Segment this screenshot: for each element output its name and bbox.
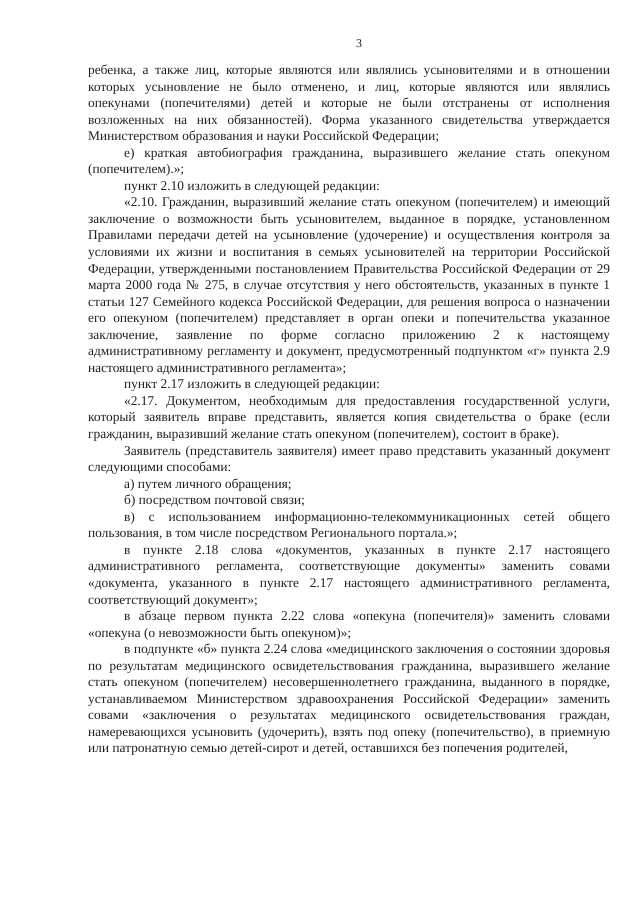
paragraph: в абзаце первом пункта 2.22 слова «опекуна (попечителя)» заменить словами «опекуна (о невозможности быть опекуном)»; <box>88 608 610 640</box>
paragraph: е) краткая автобиография гражданина, выразившего желание стать опекуном (попечителем).»; <box>88 144 610 177</box>
page-number: 3 <box>356 36 362 50</box>
paragraph: б) посредством почтовой связи; <box>124 492 305 508</box>
paragraph: в подпункте «б» пункта 2.24 слова «медицинского заключения о состоянии здоровья по результатам медицинского освидетельствования гражданина, выразившего желание стать опекуном (попечителем) несовершеннолетнего гражданина, выданного в порядке, устанавливаемом Министерством здравоохранения Российской Федерации» заменить совами «заключения о результатах медицинского освидетельствования граждан, намеревающихся усыновить (удочерить), взять под опеку (попечительство), в приемную или патронатную семью детей-сирот и детей, оставшихся без попечения родителей, <box>88 641 610 756</box>
paragraph: пункт 2.10 изложить в следующей редакции: <box>124 177 380 193</box>
paragraph: в) с использованием информационно-телекоммуникационных сетей общего пользования, в том числе посредством Регионального портала.»; <box>88 508 610 541</box>
paragraph: пункт 2.17 изложить в следующей редакции: <box>124 376 380 392</box>
paragraph: «2.17. Документом, необходимым для предоставления государственной услуги, который заявитель вправе представить, является копия свидетельства о браке (если гражданин, выразивший желание стать опекуном (попечителем), состоит в браке). <box>88 392 610 442</box>
paragraph: а) путем личного обращения; <box>124 475 292 491</box>
paragraph: «2.10. Гражданин, выразивший желание стать опекуном (попечителем) и имеющий заключение о возможности быть усыновителем, выданное в порядке, установленном Правилами передачи детей на усыновление (удочерение) и осуществления контроля за условиями их жизни и воспитания в семьях усыновителей на территории Российской Федерации, утвержденными постановлением Правительства Российской Федерации от 29 марта 2000 года № 275, в случае отсутствия у него обстоятельств, указанных в пункте 1 статьи 127 Семейного кодекса Российской Федерации, для решения вопроса о назначении его опекуном (попечителем) представляет в орган опеки и попечительства указанное заключение, заявление по форме согласно приложению 2 к настоящему административному регламенту и документ, предусмотренный подпунктом «г» пункта 2.9 настоящего административного регламента»; <box>88 194 610 375</box>
paragraph: в пункте 2.18 слова «документов, указанных в пункте 2.17 настоящего административного регламента, соответствующие документы» заменить совами «документа, указанного в пункте 2.17 настоящего административного регламента, соответствующий документ»; <box>88 541 610 607</box>
paragraph: Заявитель (представитель заявителя) имеет право представить указанный документ следующими способами: <box>88 442 610 475</box>
paragraph: ребенка, а также лиц, которые являются или являлись усыновителями и в отношении которых усыновление не было отменено, и лиц, которые являются или являлись опекунами (попечителями) детей и которые не были отстранены от исполнения возложенных на них обязанностей). Форма указанного свидетельства утверждается Министерством образования и науки Российской Федерации; <box>88 62 610 144</box>
document-body <box>88 62 610 757</box>
